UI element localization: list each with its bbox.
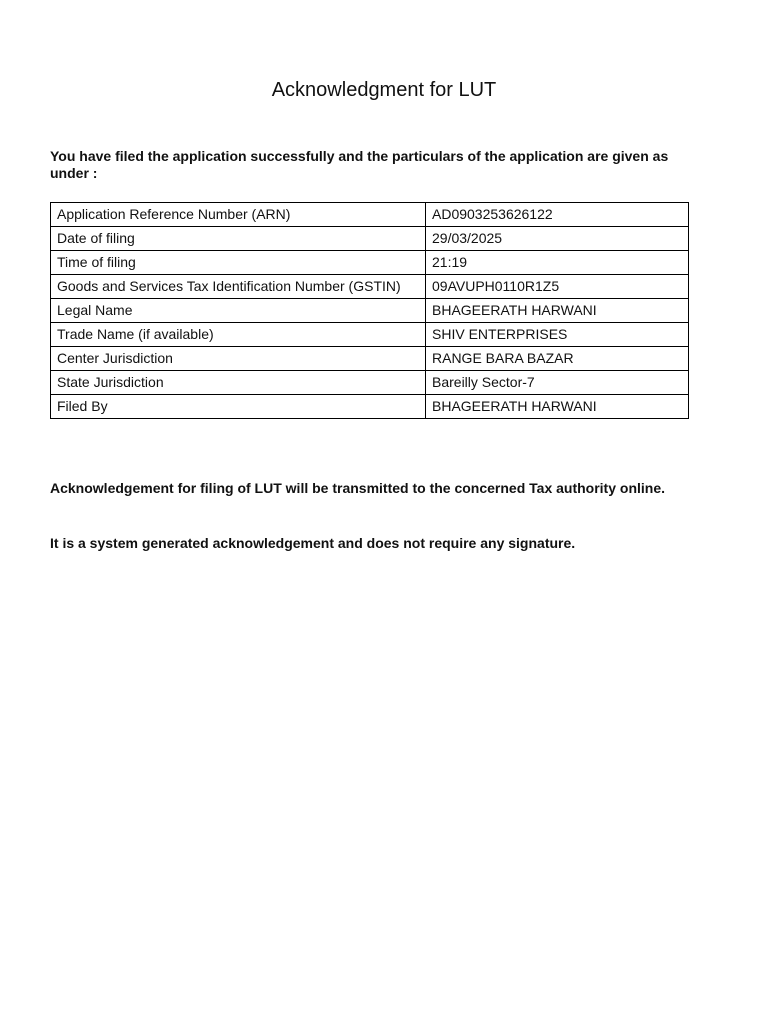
row-value-filed-by: BHAGEERATH HARWANI	[426, 395, 689, 419]
row-label-gstin: Goods and Services Tax Identification Number (GSTIN)	[51, 275, 426, 299]
table-row	[51, 227, 689, 251]
intro-text: You have filed the application successfully and the particulars of the application are given as under :	[50, 148, 669, 181]
table-row	[51, 323, 689, 347]
row-value-gstin: 09AVUPH0110R1Z5	[426, 275, 689, 299]
row-label-center-jurisdiction: Center Jurisdiction	[51, 347, 426, 371]
row-label-filed-by: Filed By	[51, 395, 426, 419]
row-value-trade-name: SHIV ENTERPRISES	[426, 323, 689, 347]
table-row	[51, 299, 689, 323]
row-value-date-of-filing: 29/03/2025	[426, 227, 689, 251]
row-value-state-jurisdiction: Bareilly Sector-7	[426, 371, 689, 395]
row-label-arn: Application Reference Number (ARN)	[51, 203, 426, 227]
table-row	[51, 347, 689, 371]
row-label-state-jurisdiction: State Jurisdiction	[51, 371, 426, 395]
row-value-legal-name: BHAGEERATH HARWANI	[426, 299, 689, 323]
table-row	[51, 371, 689, 395]
table-row	[51, 395, 689, 419]
table-row	[51, 251, 689, 275]
row-label-trade-name: Trade Name (if available)	[51, 323, 426, 347]
row-label-date-of-filing: Date of filing	[51, 227, 426, 251]
row-label-time-of-filing: Time of filing	[51, 251, 426, 275]
row-value-center-jurisdiction: RANGE BARA BAZAR	[426, 347, 689, 371]
page-title: Acknowledgment for LUT	[271, 79, 497, 101]
signature-note: It is a system generated acknowledgement and does not require any signature.	[50, 535, 576, 551]
row-label-legal-name: Legal Name	[51, 299, 426, 323]
row-value-arn: AD0903253626122	[426, 203, 689, 227]
application-details-table	[50, 202, 689, 419]
table-row	[51, 275, 689, 299]
row-value-time-of-filing: 21:19	[426, 251, 689, 275]
transmission-note: Acknowledgement for filing of LUT will be transmitted to the concerned Tax authority online.	[50, 480, 666, 496]
table-row	[51, 203, 689, 227]
